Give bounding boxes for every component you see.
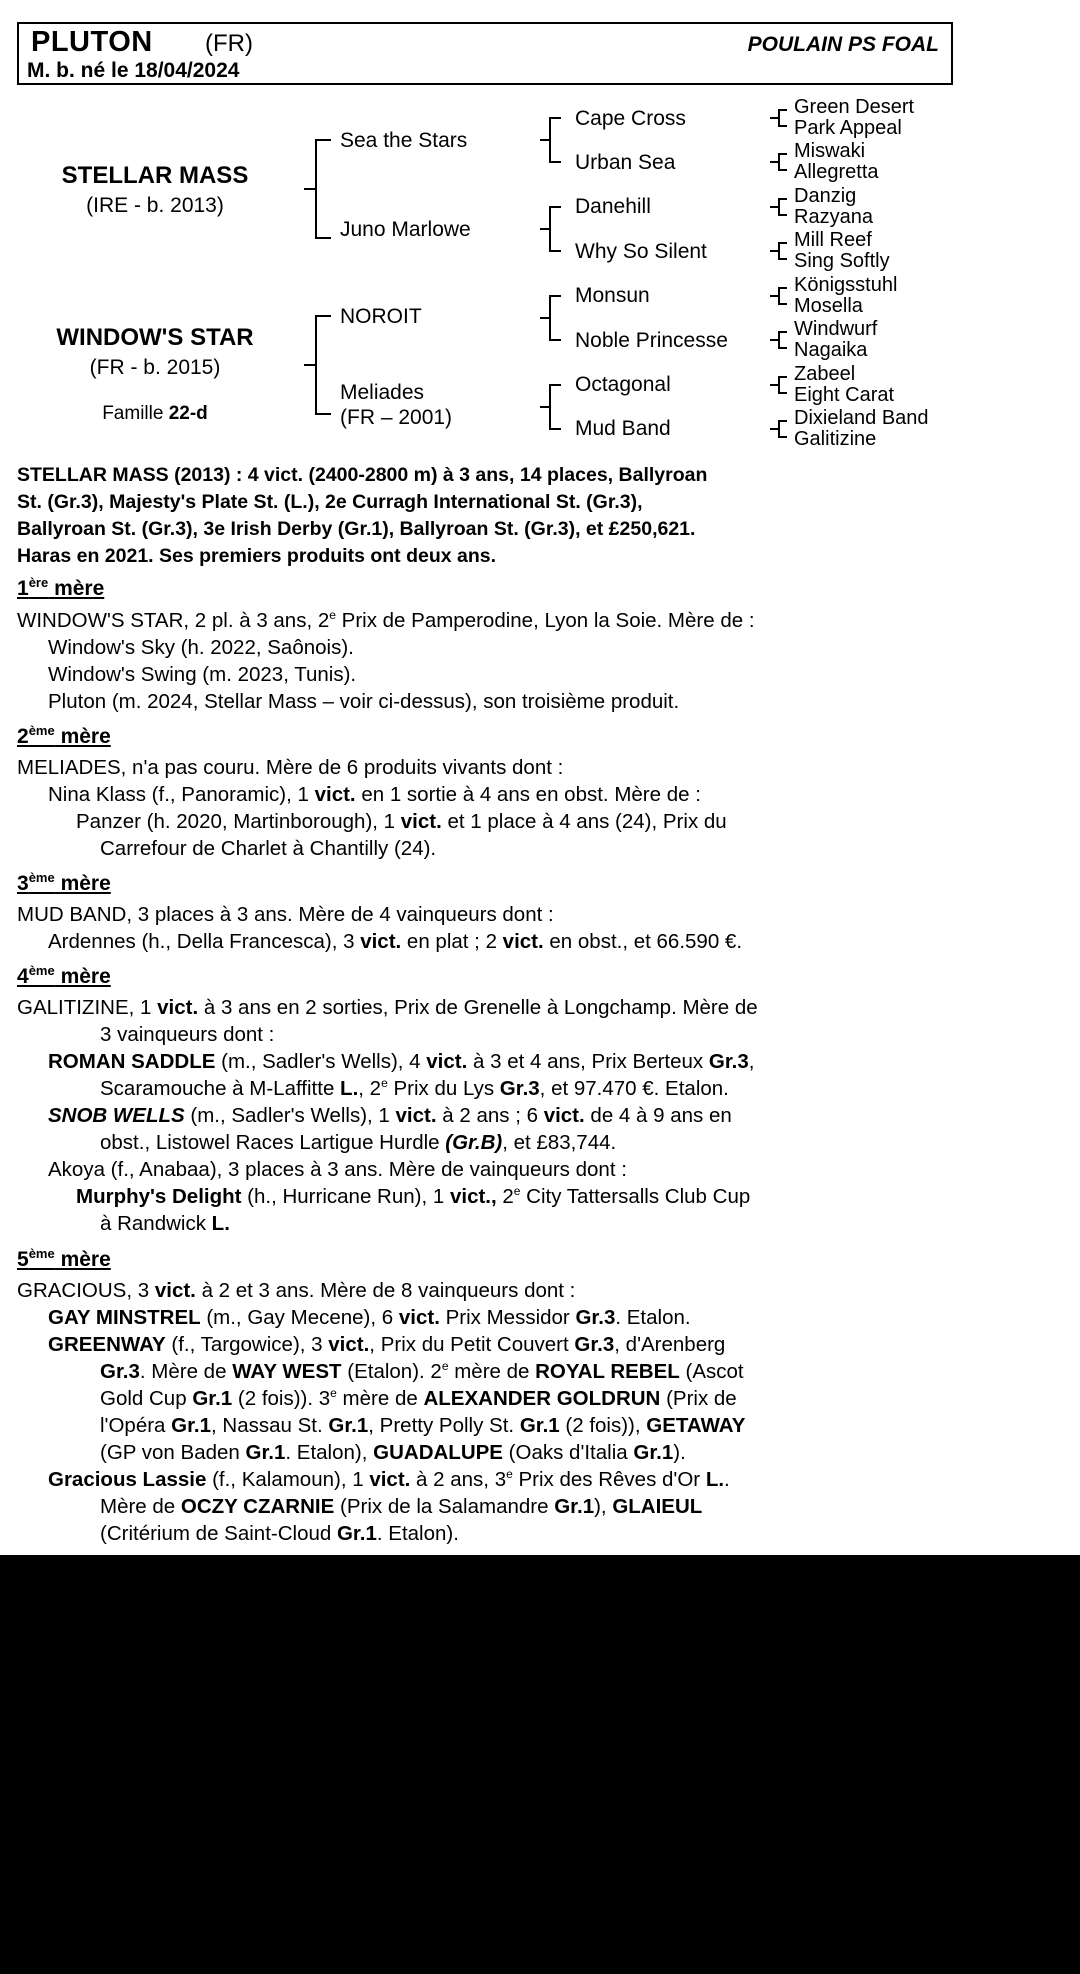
section-num: 3 xyxy=(17,872,29,895)
text-run: (2 fois)). 3 xyxy=(232,1387,331,1410)
m3-ardennes xyxy=(48,928,742,955)
text-run: WAY WEST xyxy=(232,1360,342,1383)
text-run: vict. xyxy=(157,996,199,1019)
m5-greenway-cont xyxy=(100,1385,737,1412)
m4-roman-saddle: ROMAN SADDLE (m., Sadler's Wells), 4 vict. à 3 et 4 ans, Prix Berteux Gr.3, xyxy=(48,1050,755,1073)
text-run: Gold Cup xyxy=(100,1387,193,1410)
section-word: mère xyxy=(60,1248,111,1271)
text-run: (m., Sadler's Wells), 4 xyxy=(215,1050,427,1073)
text-run: Gr.1 xyxy=(336,1522,377,1545)
sire-detail: (IRE - b. 2013) xyxy=(86,194,224,217)
m4-murphys-delight-cont xyxy=(100,1210,230,1237)
gen4-item: Green Desert xyxy=(794,96,915,118)
m4-murphys-delight xyxy=(76,1183,750,1210)
text-run: SNOB WELLS xyxy=(48,1104,185,1127)
text-run: (f., Kalamoun), 1 xyxy=(206,1468,370,1491)
text-run: Gr.1 xyxy=(328,1414,369,1437)
text-run: obst., Listowel Races Lartigue Hurdle xyxy=(100,1131,446,1154)
gen3-item: Why So Silent xyxy=(575,240,707,263)
section-sup: ème xyxy=(28,723,55,738)
text-run: mère de xyxy=(448,1360,536,1383)
section-num: 5 xyxy=(17,1248,29,1271)
text-run: Gr.1 xyxy=(245,1441,286,1464)
pedigree-brackets xyxy=(0,0,1080,460)
sire-info-line: Haras en 2021. Ses premiers produits ont deux ans. xyxy=(17,545,497,567)
m5-lead xyxy=(17,1277,575,1304)
sire-info-line: Ballyroan St. (Gr.3), 3e Irish Derby (Gr.1), Ballyroan St. (Gr.3), et £250,621. xyxy=(17,518,696,540)
gen3-item: Monsun xyxy=(575,284,650,307)
horse-description: M. b. né le 18/04/2024 xyxy=(27,59,240,82)
text-run: (m., Sadler's Wells), 1 xyxy=(184,1104,396,1127)
m5-gracious-lassie-cont xyxy=(100,1520,459,1547)
text-run: en 1 sortie à 4 ans en obst. Mère de : xyxy=(355,783,701,806)
text-run: (f., Targowice), 3 xyxy=(165,1333,329,1356)
text-run: à 3 et 4 ans, Prix Berteux xyxy=(467,1050,709,1073)
text-run: (Prix de xyxy=(660,1387,737,1410)
horse-name: PLUTON xyxy=(31,26,153,58)
section-word: mère xyxy=(60,872,111,895)
gen4-item: Windwurf xyxy=(794,318,878,340)
text-run: e xyxy=(441,1359,449,1374)
m5-greenway-cont xyxy=(100,1358,744,1385)
gen3-item: Cape Cross xyxy=(575,107,686,130)
gen4-item: Allegretta xyxy=(794,161,879,183)
text-run: à Randwick xyxy=(100,1212,212,1235)
m2-panzer xyxy=(76,808,727,835)
section-num: 4 xyxy=(17,965,29,988)
section-title-3 xyxy=(17,872,111,896)
dam-detail: (FR - b. 2015) xyxy=(89,356,221,379)
gen4-item: Zabeel xyxy=(794,363,856,385)
m4-roman-saddle-cont xyxy=(100,1075,729,1102)
text-run: ROMAN SADDLE xyxy=(48,1050,216,1073)
text-run: Gr.3 xyxy=(708,1050,749,1073)
m1-item: Window's Swing (m. 2023, Tunis). xyxy=(48,663,357,686)
family-value: 22-d xyxy=(168,403,208,424)
gen2-sire-sire: Sea the Stars xyxy=(340,129,468,152)
m1-lead xyxy=(17,607,755,634)
text-run: Gr.1 xyxy=(171,1414,212,1437)
sale-category: POULAIN PS FOAL xyxy=(747,33,939,56)
gen4-item: Park Appeal xyxy=(794,117,902,139)
text-run: Scaramouche à M-Laffitte xyxy=(100,1077,341,1100)
m5-gay-minstrel xyxy=(48,1304,691,1331)
text-run: Gr.3 xyxy=(499,1077,540,1100)
text-run: Panzer (h. 2020, Martinborough), 1 xyxy=(76,810,401,833)
section-num: 2 xyxy=(17,725,29,748)
text-run: 2 xyxy=(496,1185,514,1208)
text-run: , Pretty Polly St. xyxy=(368,1414,520,1437)
section-title-2 xyxy=(17,725,111,749)
text-run: e xyxy=(506,1467,513,1482)
text-run: . Mère de xyxy=(139,1360,233,1383)
text-run: vict. xyxy=(398,1306,440,1329)
gen2-dam-dam-detail: (FR – 2001) xyxy=(340,406,453,429)
text-run: Gr.1 xyxy=(519,1414,560,1437)
text-run: en obst., et 66.590 €. xyxy=(543,930,743,953)
text-run: Gr.3 xyxy=(574,1333,615,1356)
text-run: (Critérium de Saint-Cloud xyxy=(100,1522,337,1545)
gen4-item: Razyana xyxy=(794,206,873,228)
text-run: L. xyxy=(211,1212,230,1235)
m1-item: Window's Sky (h. 2022, Saônois). xyxy=(48,636,354,659)
gen4-item: Mill Reef xyxy=(794,229,872,251)
text-run: vict. xyxy=(502,930,544,953)
section-sup: ère xyxy=(28,575,49,590)
section-title-5 xyxy=(17,1248,111,1272)
text-run: (Etalon). 2 xyxy=(341,1360,442,1383)
gen4-item: Nagaika xyxy=(794,339,868,361)
sire-info-line: STELLAR MASS (2013) : 4 vict. (2400-2800 m) à 3 ans, 14 places, Ballyroan xyxy=(17,464,708,486)
text-run: vict. xyxy=(426,1050,468,1073)
text-run: e xyxy=(330,1386,337,1401)
text-run: e xyxy=(329,608,336,623)
m4-snob-wells xyxy=(48,1102,732,1129)
text-run: GALITIZINE, 1 xyxy=(17,996,158,1019)
family xyxy=(30,404,280,425)
section-word: mère xyxy=(60,725,111,748)
m5-gracious-lassie-cont xyxy=(100,1493,702,1520)
text-run: Gr.1 xyxy=(554,1495,595,1518)
text-run: City Tattersalls Club Cup xyxy=(520,1185,751,1208)
text-run: . xyxy=(724,1468,730,1491)
text-run: vict. xyxy=(369,1468,411,1491)
text-run: Murphy's Delight xyxy=(76,1185,242,1208)
m5-greenway-cont xyxy=(100,1412,745,1439)
text-run: vict., xyxy=(449,1185,497,1208)
m3-lead: MUD BAND, 3 places à 3 ans. Mère de 4 vainqueurs dont : xyxy=(17,903,554,926)
text-run: L. xyxy=(705,1468,725,1491)
section-num: 1 xyxy=(17,577,29,600)
text-run: (m., Gay Mecene), 6 xyxy=(200,1306,399,1329)
gen4-item: Sing Softly xyxy=(794,250,890,272)
horse-country: (FR) xyxy=(205,30,253,57)
text-run: Gr.3 xyxy=(100,1360,140,1383)
gen2-sire-dam: Juno Marlowe xyxy=(340,218,471,241)
text-run: l'Opéra xyxy=(100,1414,172,1437)
gen4-item: Dixieland Band xyxy=(794,407,929,429)
gen2-dam-dam: Meliades xyxy=(340,381,425,404)
gen2-dam-sire: NOROIT xyxy=(340,305,422,328)
m1-item: Pluton (m. 2024, Stellar Mass – voir ci-dessus), son troisième produit. xyxy=(48,690,680,713)
text-run: (2 fois)), xyxy=(559,1414,647,1437)
gen3-item: Noble Princesse xyxy=(575,329,728,352)
m2-lead: MELIADES, n'a pas couru. Mère de 6 produits vivants dont : xyxy=(17,756,564,779)
text-run: Prix Messidor xyxy=(439,1306,576,1329)
m5-gracious-lassie xyxy=(48,1466,730,1493)
text-run: Prix des Rêves d'Or xyxy=(512,1468,706,1491)
text-run: (Oaks d'Italia xyxy=(502,1441,634,1464)
text-run: OCZY CZARNIE xyxy=(180,1495,335,1518)
gen3-item: Octagonal xyxy=(575,373,671,396)
text-run: à 2 et 3 ans. Mère de 8 vainqueurs dont : xyxy=(195,1279,576,1302)
text-run: Gr.1 xyxy=(192,1387,233,1410)
text-run: vict. xyxy=(328,1333,370,1356)
text-run: Gracious Lassie xyxy=(48,1468,207,1491)
text-run: GUADALUPE xyxy=(373,1441,503,1464)
m5-greenway-cont xyxy=(100,1439,686,1466)
text-run: . Etalon). xyxy=(376,1522,459,1545)
text-run: vict. xyxy=(360,930,402,953)
sire-info-line: St. (Gr.3), Majesty's Plate St. (L.), 2e Curragh International St. (Gr.3), xyxy=(17,491,643,513)
text-run: Mère de xyxy=(100,1495,181,1518)
text-run: (h., Hurricane Run), 1 xyxy=(241,1185,450,1208)
text-run: GREENWAY xyxy=(48,1333,166,1356)
text-run: , et £83,744. xyxy=(502,1131,617,1154)
text-run: e xyxy=(381,1076,388,1091)
text-run: à 2 ans ; 6 xyxy=(436,1104,544,1127)
text-run: (GP von Baden xyxy=(100,1441,246,1464)
text-run: WINDOW'S STAR, 2 pl. à 3 ans, 2 xyxy=(17,609,330,632)
text-run: vict. xyxy=(314,783,356,806)
text-run: vict. xyxy=(400,810,442,833)
text-run: en plat ; 2 xyxy=(401,930,503,953)
text-run: GAY MINSTREL xyxy=(48,1306,201,1329)
text-run: (Prix de la Salamandre xyxy=(334,1495,555,1518)
gen4-item: Eight Carat xyxy=(794,384,895,406)
gen4-item: Danzig xyxy=(794,185,857,207)
m2-nina xyxy=(48,781,701,808)
text-run: GLAIEUL xyxy=(612,1495,703,1518)
text-run: , et 97.470 €. Etalon. xyxy=(539,1077,729,1100)
text-run: ). xyxy=(673,1441,686,1464)
gen4-item: Königsstuhl xyxy=(794,274,898,296)
text-run: vict. xyxy=(154,1279,196,1302)
section-title-1 xyxy=(17,577,104,601)
section-sup: ème xyxy=(28,963,55,978)
text-run: à 3 ans en 2 sorties, Prix de Grenelle à Longchamp. Mère de xyxy=(198,996,758,1019)
text-run: Gr.1 xyxy=(633,1441,674,1464)
text-run: de 4 à 9 ans en xyxy=(584,1104,732,1127)
text-run: Prix de Pamperodine, Lyon la Soie. Mère de : xyxy=(335,609,755,632)
text-run: ALEXANDER GOLDRUN xyxy=(423,1387,661,1410)
m4-lead xyxy=(17,994,758,1021)
gen3-item: Danehill xyxy=(575,195,651,218)
text-run: . Etalon), xyxy=(285,1441,374,1464)
m4-akoya: Akoya (f., Anabaa), 3 places à 3 ans. Mère de vainqueurs dont : xyxy=(48,1158,627,1181)
m4-lead-cont: 3 vainqueurs dont : xyxy=(100,1023,275,1046)
section-title-4 xyxy=(17,965,111,989)
dam-name: WINDOW'S STAR xyxy=(56,324,254,351)
m2-panzer-cont: Carrefour de Charlet à Chantilly (24). xyxy=(100,837,437,860)
section-word: mère xyxy=(60,965,111,988)
section-word: mère xyxy=(54,577,105,600)
black-background-area xyxy=(0,1555,1080,1974)
gen4-item: Miswaki xyxy=(794,140,866,162)
text-run: mère de xyxy=(336,1387,424,1410)
text-run: , Nassau St. xyxy=(211,1414,329,1437)
text-run: à 2 ans, 3 xyxy=(410,1468,507,1491)
gen3-item: Mud Band xyxy=(575,417,671,440)
family-label: Famille xyxy=(102,403,164,424)
text-run: vict. xyxy=(543,1104,585,1127)
m5-greenway xyxy=(48,1331,725,1358)
text-run: Ardennes (h., Della Francesca), 3 xyxy=(48,930,361,953)
text-run: L. xyxy=(340,1077,359,1100)
text-run: , 2 xyxy=(358,1077,382,1100)
text-run: GRACIOUS, 3 xyxy=(17,1279,155,1302)
text-run: Nina Klass (f., Panoramic), 1 xyxy=(48,783,315,806)
text-run: ), xyxy=(594,1495,613,1518)
text-run: GETAWAY xyxy=(646,1414,746,1437)
text-run: Prix du Lys xyxy=(387,1077,500,1100)
section-sup: ème xyxy=(28,1246,55,1261)
text-run: (Ascot xyxy=(679,1360,744,1383)
gen4-item: Mosella xyxy=(794,295,863,317)
text-run: ROYAL REBEL xyxy=(535,1360,680,1383)
text-run: e xyxy=(513,1184,521,1199)
text-run: . Etalon. xyxy=(615,1306,691,1329)
text-run: , Prix du Petit Couvert xyxy=(369,1333,575,1356)
gen4-item: Galitizine xyxy=(794,428,877,450)
section-sup: ème xyxy=(28,870,55,885)
gen3-item: Urban Sea xyxy=(575,151,676,174)
text-run: Gr.3 xyxy=(575,1306,616,1329)
text-run: (Gr.B) xyxy=(445,1131,503,1154)
m4-snob-wells-cont xyxy=(100,1129,616,1156)
text-run: vict. xyxy=(395,1104,437,1127)
text-run: et 1 place à 4 ans (24), Prix du xyxy=(441,810,727,833)
text-run: , d'Arenberg xyxy=(614,1333,726,1356)
sire-name: STELLAR MASS xyxy=(61,162,249,189)
